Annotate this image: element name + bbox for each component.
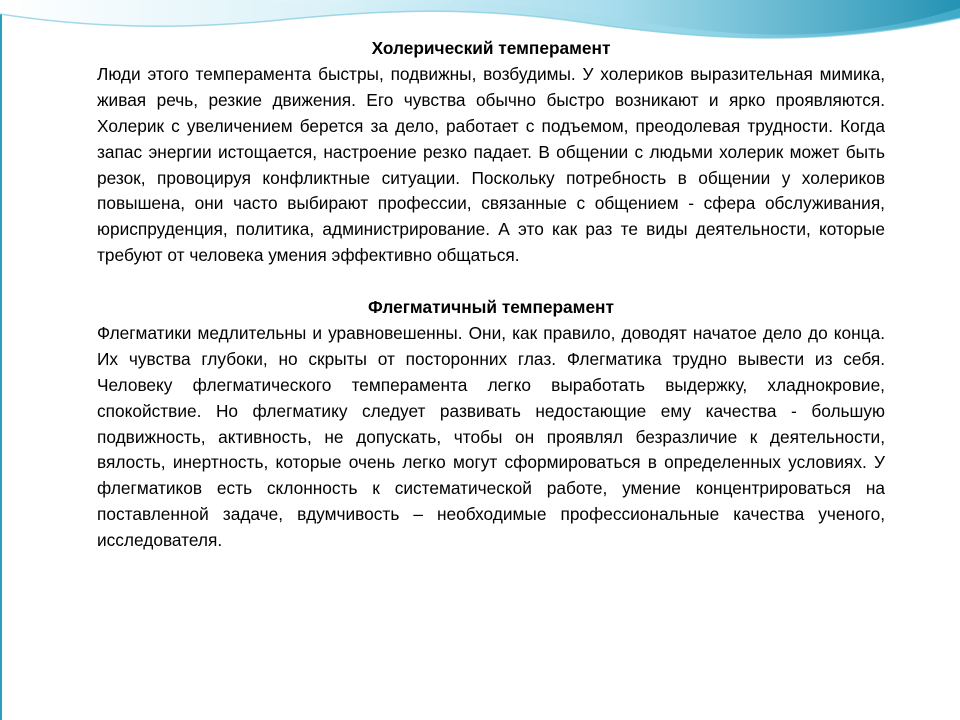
section-spacer	[97, 269, 885, 295]
slide-content	[97, 36, 885, 554]
choleric-description: Люди этого темперамента быстры, подвижны, возбудимы. У холериков выразительная мимика, живая речь, резкие движения. Его чувства обычно быстро возникают и ярко проявляются. Холерик с увеличением берется за дело, работает с подъемом, преодолевая трудности. Когда запас энергии истощается, настроение резко падает. В общении с людьми холерик может быть резок, провоцируя конфликтные ситуации. Поскольку потребность в общении у холериков повышена, они часто выбирают профессии, связанные с общением - сфера обслуживания, юриспруденция, политика, администрирование. А это как раз те виды деятельности, которые требуют от человека умения эффективно общаться.	[97, 63, 885, 266]
choleric-heading: Холерический темперамент	[371, 38, 611, 58]
phlegmatic-heading: Флегматичный темперамент	[368, 297, 614, 318]
phlegmatic-description: Флегматики медлительны и уравновешенны. Они, как правило, доводят начатое дело до конца. Их чувства глубоки, но скрыты от посторонних глаз. Флегматика трудно вывести из себя. Человеку флегматического темперамента легко выработать выдержку, хладнокровие, спокойствие. Но флегматику следует развивать недостающие ему качества - большую подвижность, активность, не допускать, чтобы он проявлял безразличие к деятельности, вялость, инертность, которые очень легко могут сформироваться в определенных условиях. У флегматиков есть склонность к систематической работе, умение концентрироваться на поставленной задаче, вдумчивость – необходимые профессиональные качества ученого, исследователя.	[97, 322, 885, 551]
